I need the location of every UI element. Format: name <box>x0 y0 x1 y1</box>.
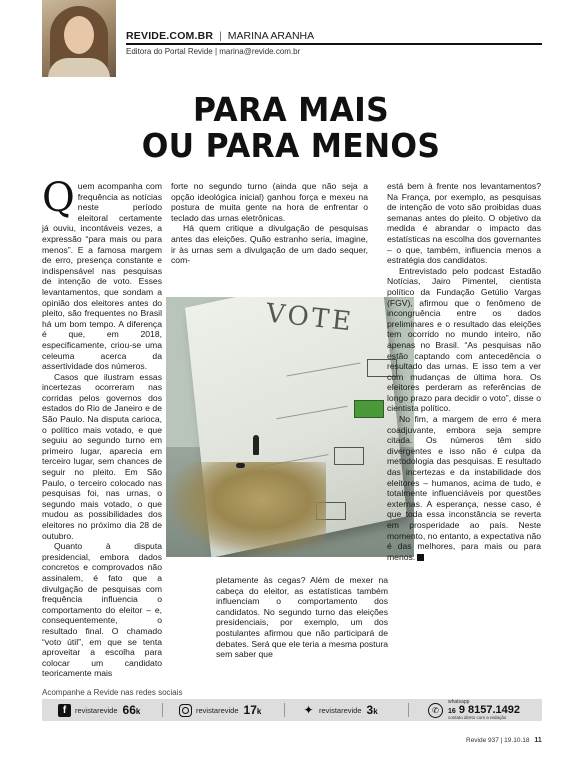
facebook-count: 66k <box>122 703 141 717</box>
paragraph <box>42 175 162 372</box>
whatsapp-link[interactable] <box>428 699 520 721</box>
paragraph-text: uem acompanha com frequência as notícias neste período eleitoral certamente já ouviu, incontáveis vezes, a expressão “para mais ou para menos”. E a famosa margem de erro, presença constante e indispensável nas pesquisas de intenção de voto. Esses levantamentos, que sondam a opinião dos eleitores antes do pleito, são frequentes no Brasil há um bom tempo. A diferença é que, em 2018, especificamente, criou-se uma celeuma acerca da assertividade dos números. <box>42 181 162 372</box>
paragraph: pletamente às cegas? Além de mexer na cabeça do eleitor, as estatísticas também influenciam o comportamento dos candidatos. No segundo turno das eleições presidenciais, por exemplo, um dos postulantes afirmou que não participará de debates. Será que ele teria a mesma postura sem saber que <box>216 575 388 660</box>
article-column-3 <box>387 181 541 562</box>
twitter-bird-icon: ✦ <box>303 703 314 717</box>
ballot-title: VOTE <box>264 298 356 338</box>
paragraph: Quanto à disputa presidencial, embora dados concretos e comprovados não assinalem, é fato que a divulgação de pesquisas com frequência influencia o comportamento do eleitor – e, consequentemente, o resultado final. O chamado “voto útil”, em que se tenta aproveitar a escolha para colocar um candidato teoricamente mais <box>42 541 162 679</box>
end-of-article-icon <box>417 554 424 561</box>
site-name[interactable]: REVIDE.COM.BR <box>126 30 214 42</box>
article-column-2-top <box>171 181 368 291</box>
page-footer <box>466 737 542 744</box>
facebook-handle: revistarevide <box>75 705 118 715</box>
instagram-handle: revistarevide <box>196 705 239 715</box>
author-photo <box>42 0 116 77</box>
drop-cap: Q <box>42 175 75 221</box>
illustration-crowd <box>166 462 326 557</box>
article-column-2-bottom <box>216 575 388 675</box>
social-divider <box>408 703 409 717</box>
article-title <box>53 92 530 164</box>
ballot-checkbox <box>334 447 364 465</box>
edition-info: Revide 937 | 19.10.18 <box>466 737 530 744</box>
paragraph <box>387 414 541 562</box>
whatsapp-label: whatsapp <box>448 698 470 705</box>
paragraph: forte no segundo turno (ainda que não seja a opção ideológica inicial) ganhou força e mexeu na postura de muita gente na hora de enfrentar o teclado das urnas eletrônicas. <box>171 181 368 223</box>
author-name: MARINA ARANHA <box>227 30 315 42</box>
whatsapp-icon: ✆ <box>428 703 443 718</box>
paragraph: está bem à frente nos levantamentos? Na França, por exemplo, as pesquisas de intenção de voto são proibidas duas semanas antes do pleito. O objetivo da medida é abrandar o impacto das estatísticas na escolha dos governantes – o que, também, influencia menos a estratégia dos candidatos. <box>387 181 541 266</box>
author-face <box>64 16 94 54</box>
whatsapp-contact <box>448 700 520 721</box>
ballot-checkbox-marked <box>354 400 384 418</box>
instagram-link[interactable] <box>179 699 261 721</box>
instagram-icon <box>179 704 192 717</box>
header-separator: | <box>219 30 222 42</box>
title-line-2: OU PARA MENOS <box>141 126 441 165</box>
article-column-1 <box>42 175 162 679</box>
illustration-dog <box>236 463 245 468</box>
social-bar <box>42 699 542 721</box>
social-divider <box>162 703 163 717</box>
instagram-count: 17k <box>243 703 262 717</box>
paragraph: Há quem critique a divulgação de pesquisas antes das eleições. Quão estranho seria, imagine, ir às urnas sem a divulgação de um dado sequer, com- <box>171 223 368 266</box>
author-role-email: Editora do Portal Revide | marina@revide.com.br <box>126 47 301 56</box>
twitter-link[interactable] <box>302 699 378 721</box>
whatsapp-subtitle: contato direto com a redação <box>448 714 507 720</box>
page-number: 11 <box>534 737 542 744</box>
twitter-count: 3k <box>366 703 378 717</box>
twitter-handle: revistarevide <box>319 705 362 715</box>
facebook-link[interactable] <box>58 699 140 721</box>
paragraph-text: No fim, a margem de erro é mera coadjuvante, embora seja sempre citada. Os números têm sido divergentes e isso não é culpa da metodologia das pesquisas. E resultado das incertezas e da instabilidade dos eleitores – humanos, acima de tudo, e totalmente influenciáveis por questões externas. A esperança, nesse caso, é que toda essa inconstância se reverta em prosperidade ao país. Neste momento, no entanto, a expectativa não é das melhores, para mais ou para menos. <box>387 414 541 562</box>
vote-illustration <box>166 297 414 557</box>
header-rule <box>126 43 542 45</box>
paragraph: Casos que ilustram essas incertezas ocorreram nas corridas pelos governos dos estados do Rio de Janeiro e de São Paulo. Na disputa carioca, o político mais votado, e que seguiu ao segundo turno em primeiro lugar, aparecia em terceiro lugar, sem chances de seguir no pleito. Em São Paulo, o terceiro colocado nas pesquisas foi, nas urnas, o segundo mais votado, o que mudou as possibilidades dos eleitores no próximo dia 28 de outubro. <box>42 371 162 541</box>
social-divider <box>284 703 285 717</box>
paragraph: Entrevistado pelo podcast Estadão Notícias, Jairo Pimentel, cientista político da Fundação Getúlio Vargas (FGV), afirmou que o fenômeno de incongruência entre os dados preliminares e o resultado das eleições tem ocorrido no mundo inteiro, não apenas no Brasil. “As pesquisas não estão captando com antecedência o resultado das urnas. E isso tem a ver com mudanças de última hora. Os eleitores perderam as referências de longo prazo para decidir o voto”, disse o cientista político. <box>387 265 541 414</box>
author-shirt <box>48 58 110 77</box>
social-follow-label: Acompanhe a Revide nas redes sociais <box>42 688 183 697</box>
whatsapp-phone: 16 9 8157.1492 <box>448 703 521 716</box>
header-byline <box>126 30 314 42</box>
illustration-person <box>253 435 259 455</box>
title-line-1: PARA MAIS <box>193 90 389 129</box>
facebook-icon: f <box>58 704 71 717</box>
